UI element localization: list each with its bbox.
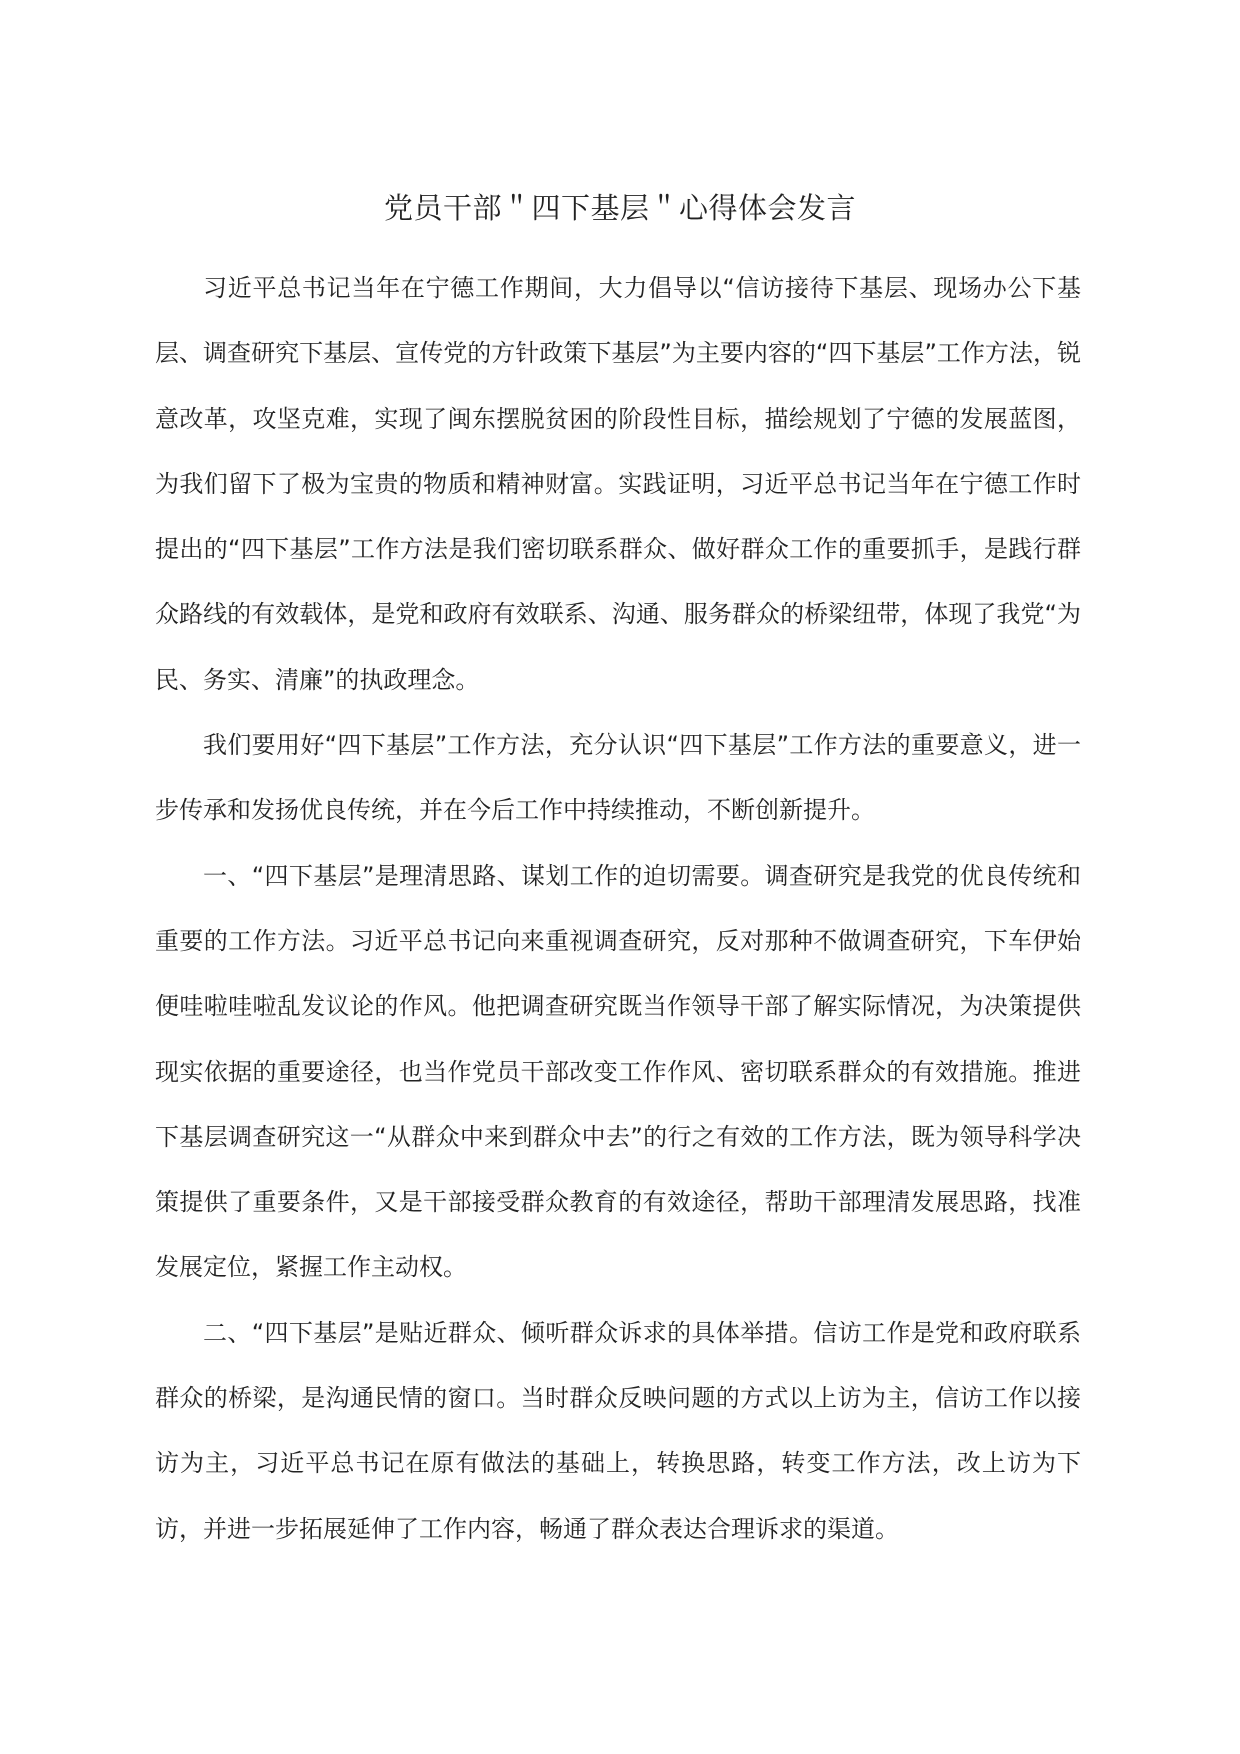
body-paragraph-2: 我们要用好“四下基层”工作方法，充分认识“四下基层”工作方法的重要意义，进一步传承和发扬优良传统，并在今后工作中持续推动，不断创新提升。 [155, 731, 1081, 825]
document-body [155, 256, 1081, 1562]
body-paragraph-3: 一、“四下基层”是理清思路、谋划工作的迫切需要。调查研究是我党的优良传统和重要的工作方法。习近平总书记向来重视调查研究，反对那种不做调查研究，下车伊始便哇啦哇啦乱发议论的作风。他把调查研究既当作领导干部了解实际情况，为决策提供现实依据的重要途径，也当作党员干部改变工作作风、密切联系群众的有效措施。推进下基层调查研究这一“从群众中来到群众中去”的行之有效的工作方法，既为领导科学决策提供了重要条件，又是干部接受群众教育的有效途径，帮助干部理清发展思路，找准发展定位，紧握工作主动权。 [155, 861, 1081, 1282]
body-paragraph-4: 二、“四下基层”是贴近群众、倾听群众诉求的具体举措。信访工作是党和政府联系群众的桥梁，是沟通民情的窗口。当时群众反映问题的方式以上访为主，信访工作以接访为主，习近平总书记在原有做法的基础上，转换思路，转变工作方法，改上访为下访，并进一步拓展延伸了工作内容，畅通了群众表达合理诉求的渠道。 [155, 1318, 1081, 1543]
document-title: 党员干部＂四下基层＂心得体会发言 [383, 191, 856, 225]
body-paragraph-1: 习近平总书记当年在宁德工作期间，大力倡导以“信访接待下基层、现场办公下基层、调查研究下基层、宣传党的方针政策下基层”为主要内容的“四下基层”工作方法，锐意改革，攻坚克难，实现了闽东摆脱贫困的阶段性目标，描绘规划了宁德的发展蓝图，为我们留下了极为宝贵的物质和精神财富。实践证明，习近平总书记当年在宁德工作时提出的“四下基层”工作方法是我们密切联系群众、做好群众工作的重要抓手，是践行群众路线的有效载体，是党和政府有效联系、沟通、服务群众的桥梁纽带，体现了我党“为民、务实、清廉”的执政理念。 [155, 274, 1081, 694]
